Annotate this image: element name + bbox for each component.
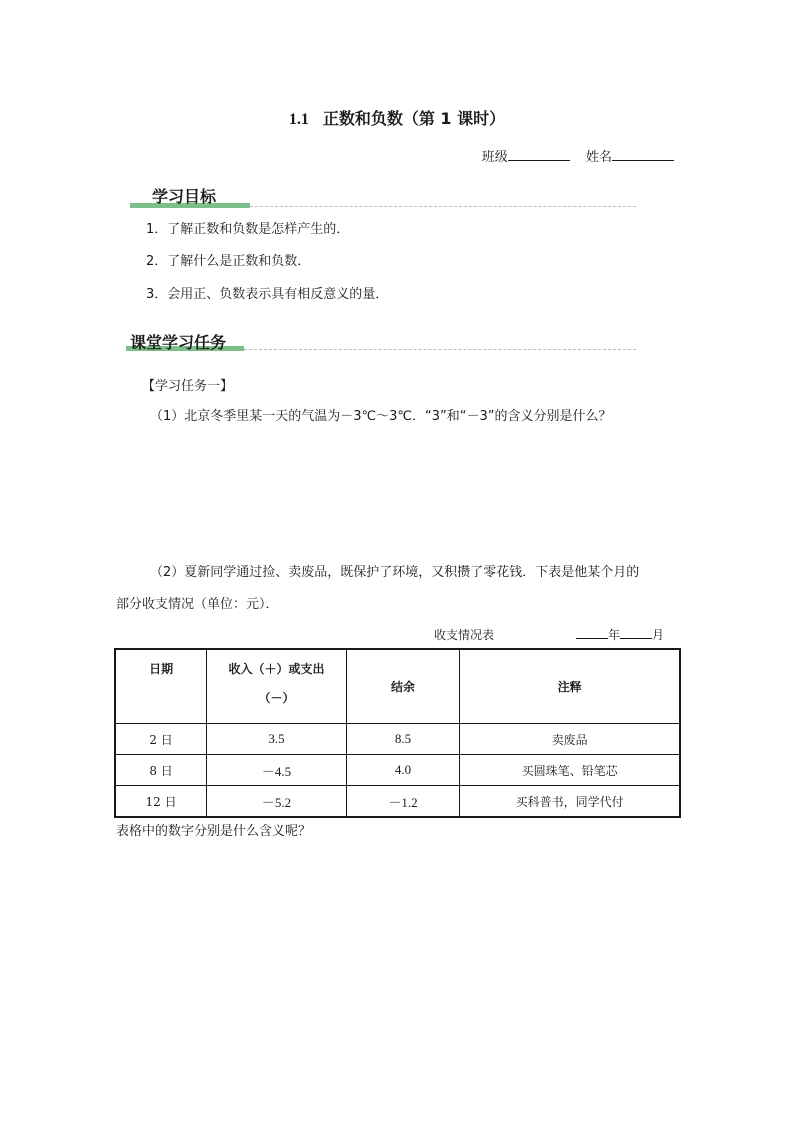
cell-note: 买圆珠笔、铅笔芯 bbox=[460, 755, 680, 786]
cell-date: 2 日 bbox=[115, 724, 207, 755]
task-one-label: 【学习任务一】 bbox=[142, 379, 234, 394]
tasks-dashed-rule bbox=[244, 349, 636, 350]
income-expense-table bbox=[114, 648, 681, 818]
cell-date: 8 日 bbox=[115, 755, 207, 786]
cell-note: 卖废品 bbox=[460, 724, 680, 755]
header-date: 日期 bbox=[115, 649, 207, 724]
cell-balance: －1.2 bbox=[346, 786, 460, 818]
header-note: 注释 bbox=[460, 649, 680, 724]
question-1: （1）北京冬季里某一天的气温为－3℃～3℃．“3”和“－3”的含义分别是什么？ bbox=[150, 409, 612, 424]
objectives-heading: 学习目标 bbox=[152, 187, 217, 206]
lesson-title: 正数和负数（第 1 课时） bbox=[322, 109, 506, 128]
table-caption: 收支情况表 bbox=[434, 628, 495, 642]
objective-item-2: 2．了解什么是正数和负数． bbox=[146, 254, 311, 269]
question-2-line-2: 部分收支情况（单位：元）． bbox=[116, 597, 279, 612]
cell-amount: 3.5 bbox=[207, 724, 347, 755]
class-label: 班级 bbox=[481, 150, 508, 165]
year-label: 年 bbox=[608, 628, 621, 642]
name-label: 姓名 bbox=[585, 150, 612, 165]
objective-item-3: 3．会用正、负数表示具有相反意义的量． bbox=[146, 287, 389, 302]
cell-note: 买科普书，同学代付 bbox=[460, 786, 680, 818]
table-row bbox=[115, 724, 680, 755]
header-amount-line-2: （－） bbox=[258, 691, 295, 705]
name-blank[interactable] bbox=[612, 146, 674, 161]
table-row bbox=[115, 786, 680, 818]
year-blank[interactable] bbox=[576, 626, 608, 639]
objective-item-1: 1．了解正数和负数是怎样产生的． bbox=[146, 222, 350, 237]
cell-amount: －4.5 bbox=[207, 755, 347, 786]
class-blank[interactable] bbox=[508, 146, 570, 161]
cell-balance: 4.0 bbox=[346, 755, 460, 786]
page-title bbox=[0, 106, 794, 129]
lesson-number: 1.1 bbox=[288, 111, 309, 128]
header-amount bbox=[207, 649, 347, 724]
class-name-line bbox=[482, 146, 674, 165]
cell-amount: －5.2 bbox=[207, 786, 347, 818]
tasks-heading: 课堂学习任务 bbox=[130, 333, 227, 352]
followup-question: 表格中的数字分别是什么含义呢？ bbox=[116, 824, 312, 839]
table-row bbox=[115, 755, 680, 786]
cell-balance: 8.5 bbox=[346, 724, 460, 755]
cell-date: 12 日 bbox=[115, 786, 207, 818]
month-blank[interactable] bbox=[620, 626, 652, 639]
header-balance: 结余 bbox=[346, 649, 460, 724]
month-label: 月 bbox=[652, 628, 665, 642]
table-date-line bbox=[576, 626, 664, 643]
header-amount-line-1: 收入（＋）或支出 bbox=[228, 662, 325, 676]
objectives-dashed-rule bbox=[250, 206, 636, 207]
question-2-line-1: （2）夏新同学通过捡、卖废品，既保护了环境，又积攒了零花钱．下表是他某个月的 bbox=[150, 565, 640, 580]
table-header-row bbox=[115, 649, 680, 724]
